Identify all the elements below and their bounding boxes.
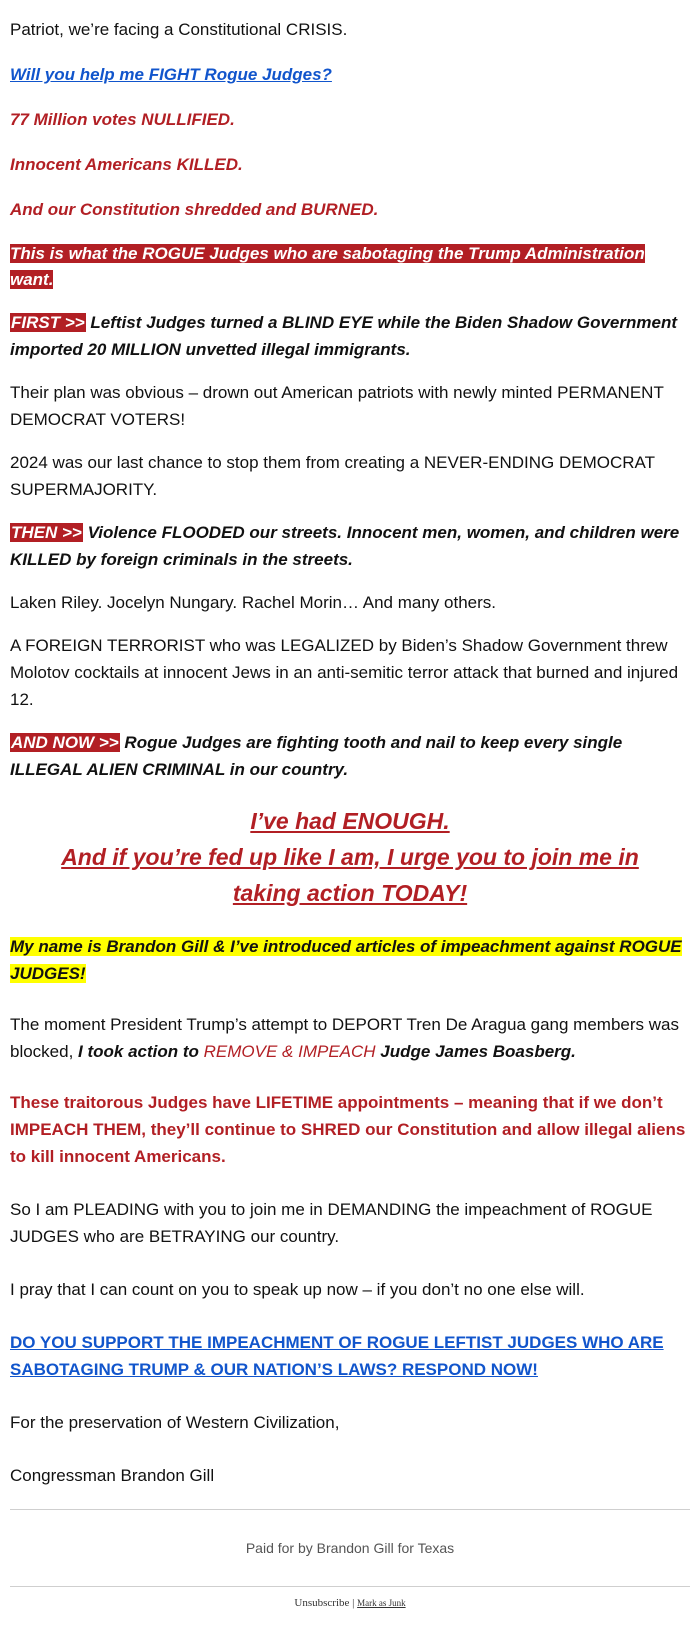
paid-for-disclaimer: Paid for by Brandon Gill for Texas — [245, 1540, 455, 1556]
votes-nullified: 77 Million votes NULLIFIED. — [10, 110, 235, 129]
enough-block — [10, 803, 690, 911]
victim-names: Laken Riley. Jocelyn Nungary. Rachel Morin… And many others. — [10, 593, 496, 612]
deport-paragraph — [10, 1011, 690, 1065]
respond-now-link[interactable]: DO YOU SUPPORT THE IMPEACHMENT OF ROGUE LEFTIST JUDGES WHO ARE SABOTAGING TRUMP & OUR NATION’S LAWS? RESPOND NOW! — [10, 1333, 664, 1379]
crisis-line: Patriot, we’re facing a Constitutional CRISIS. — [10, 20, 348, 39]
enough-headline: I’ve had ENOUGH. — [250, 808, 450, 834]
rogue-banner: This is what the ROGUE Judges who are sabotaging the Trump Administration want. — [10, 244, 645, 289]
constitution-burned: And our Constitution shredded and BURNED. — [10, 200, 379, 219]
y2024-paragraph: 2024 was our last chance to stop them from creating a NEVER-ENDING DEMOCRAT SUPERMAJORITY. — [10, 453, 655, 499]
then-text: Violence FLOODED our streets. Innocent men, women, and children were KILLED by foreign criminals in the streets. — [10, 523, 680, 569]
plan-paragraph: Their plan was obvious – drown out American patriots with newly minted PERMANENT DEMOCRAT VOTERS! — [10, 383, 664, 429]
first-tag: FIRST >> — [11, 313, 85, 332]
footer-separator: | — [352, 1597, 355, 1609]
footer-links — [10, 1597, 690, 1609]
name-intro-highlight: My name is Brandon Gill & I’ve introduced articles of impeachment against ROGUE JUDGES! — [10, 937, 682, 983]
deport-text-b: I took action to — [78, 1042, 204, 1061]
mark-as-junk-link[interactable]: Mark as Junk — [357, 1598, 406, 1608]
pray-paragraph: I pray that I can count on you to speak up now – if you don’t no one else will. — [10, 1280, 585, 1299]
signature: Congressman Brandon Gill — [10, 1466, 215, 1485]
deport-text-d: Judge James Boasberg. — [375, 1042, 576, 1061]
footer-divider-top — [10, 1509, 690, 1510]
then-paragraph — [10, 519, 690, 573]
first-paragraph — [10, 309, 690, 363]
andnow-text: Rogue Judges are fighting tooth and nail to keep every single ILLEGAL ALIEN CRIMINAL in our country. — [10, 733, 623, 779]
deport-text-c: REMOVE & IMPEACH — [203, 1042, 376, 1061]
preservation-line: For the preservation of Western Civilization, — [10, 1413, 340, 1432]
traitorous-paragraph: These traitorous Judges have LIFETIME appointments – meaning that if we don’t IMPEACH THEM, they’ll continue to SHRED our Constitution and allow illegal aliens to kill innocent Americans. — [10, 1093, 686, 1166]
rogue-banner-line — [10, 241, 690, 293]
fight-judges-link-wrapper — [10, 61, 690, 88]
deport-text-a: The moment President Trump’s attempt to DEPORT Tren De Aragua gang members was blocked, — [10, 1015, 679, 1061]
terrorist-paragraph: A FOREIGN TERRORIST who was LEGALIZED by Biden’s Shadow Government threw Molotov cocktails at innocent Jews in an anti-semitic terror attack that burned and injured 12. — [10, 636, 679, 709]
andnow-tag: AND NOW >> — [11, 733, 119, 752]
then-tag: THEN >> — [11, 523, 82, 542]
first-text: Leftist Judges turned a BLIND EYE while the Biden Shadow Government imported 20 MILLION unvetted illegal immigrants. — [10, 313, 677, 359]
join-me-headline: And if you’re fed up like I am, I urge you to join me in taking action TODAY! — [61, 844, 639, 906]
fight-judges-link[interactable]: Will you help me FIGHT Rogue Judges? — [10, 65, 332, 84]
unsubscribe-link[interactable]: Unsubscribe — [294, 1597, 350, 1609]
americans-killed: Innocent Americans KILLED. — [10, 155, 243, 174]
andnow-paragraph — [10, 729, 690, 783]
cta-paragraph — [10, 1329, 690, 1383]
pleading-paragraph: So I am PLEADING with you to join me in DEMANDING the impeachment of ROGUE JUDGES who are BETRAYING our country. — [10, 1200, 653, 1246]
footer-divider-bottom — [10, 1586, 690, 1587]
name-intro-paragraph — [10, 933, 690, 987]
